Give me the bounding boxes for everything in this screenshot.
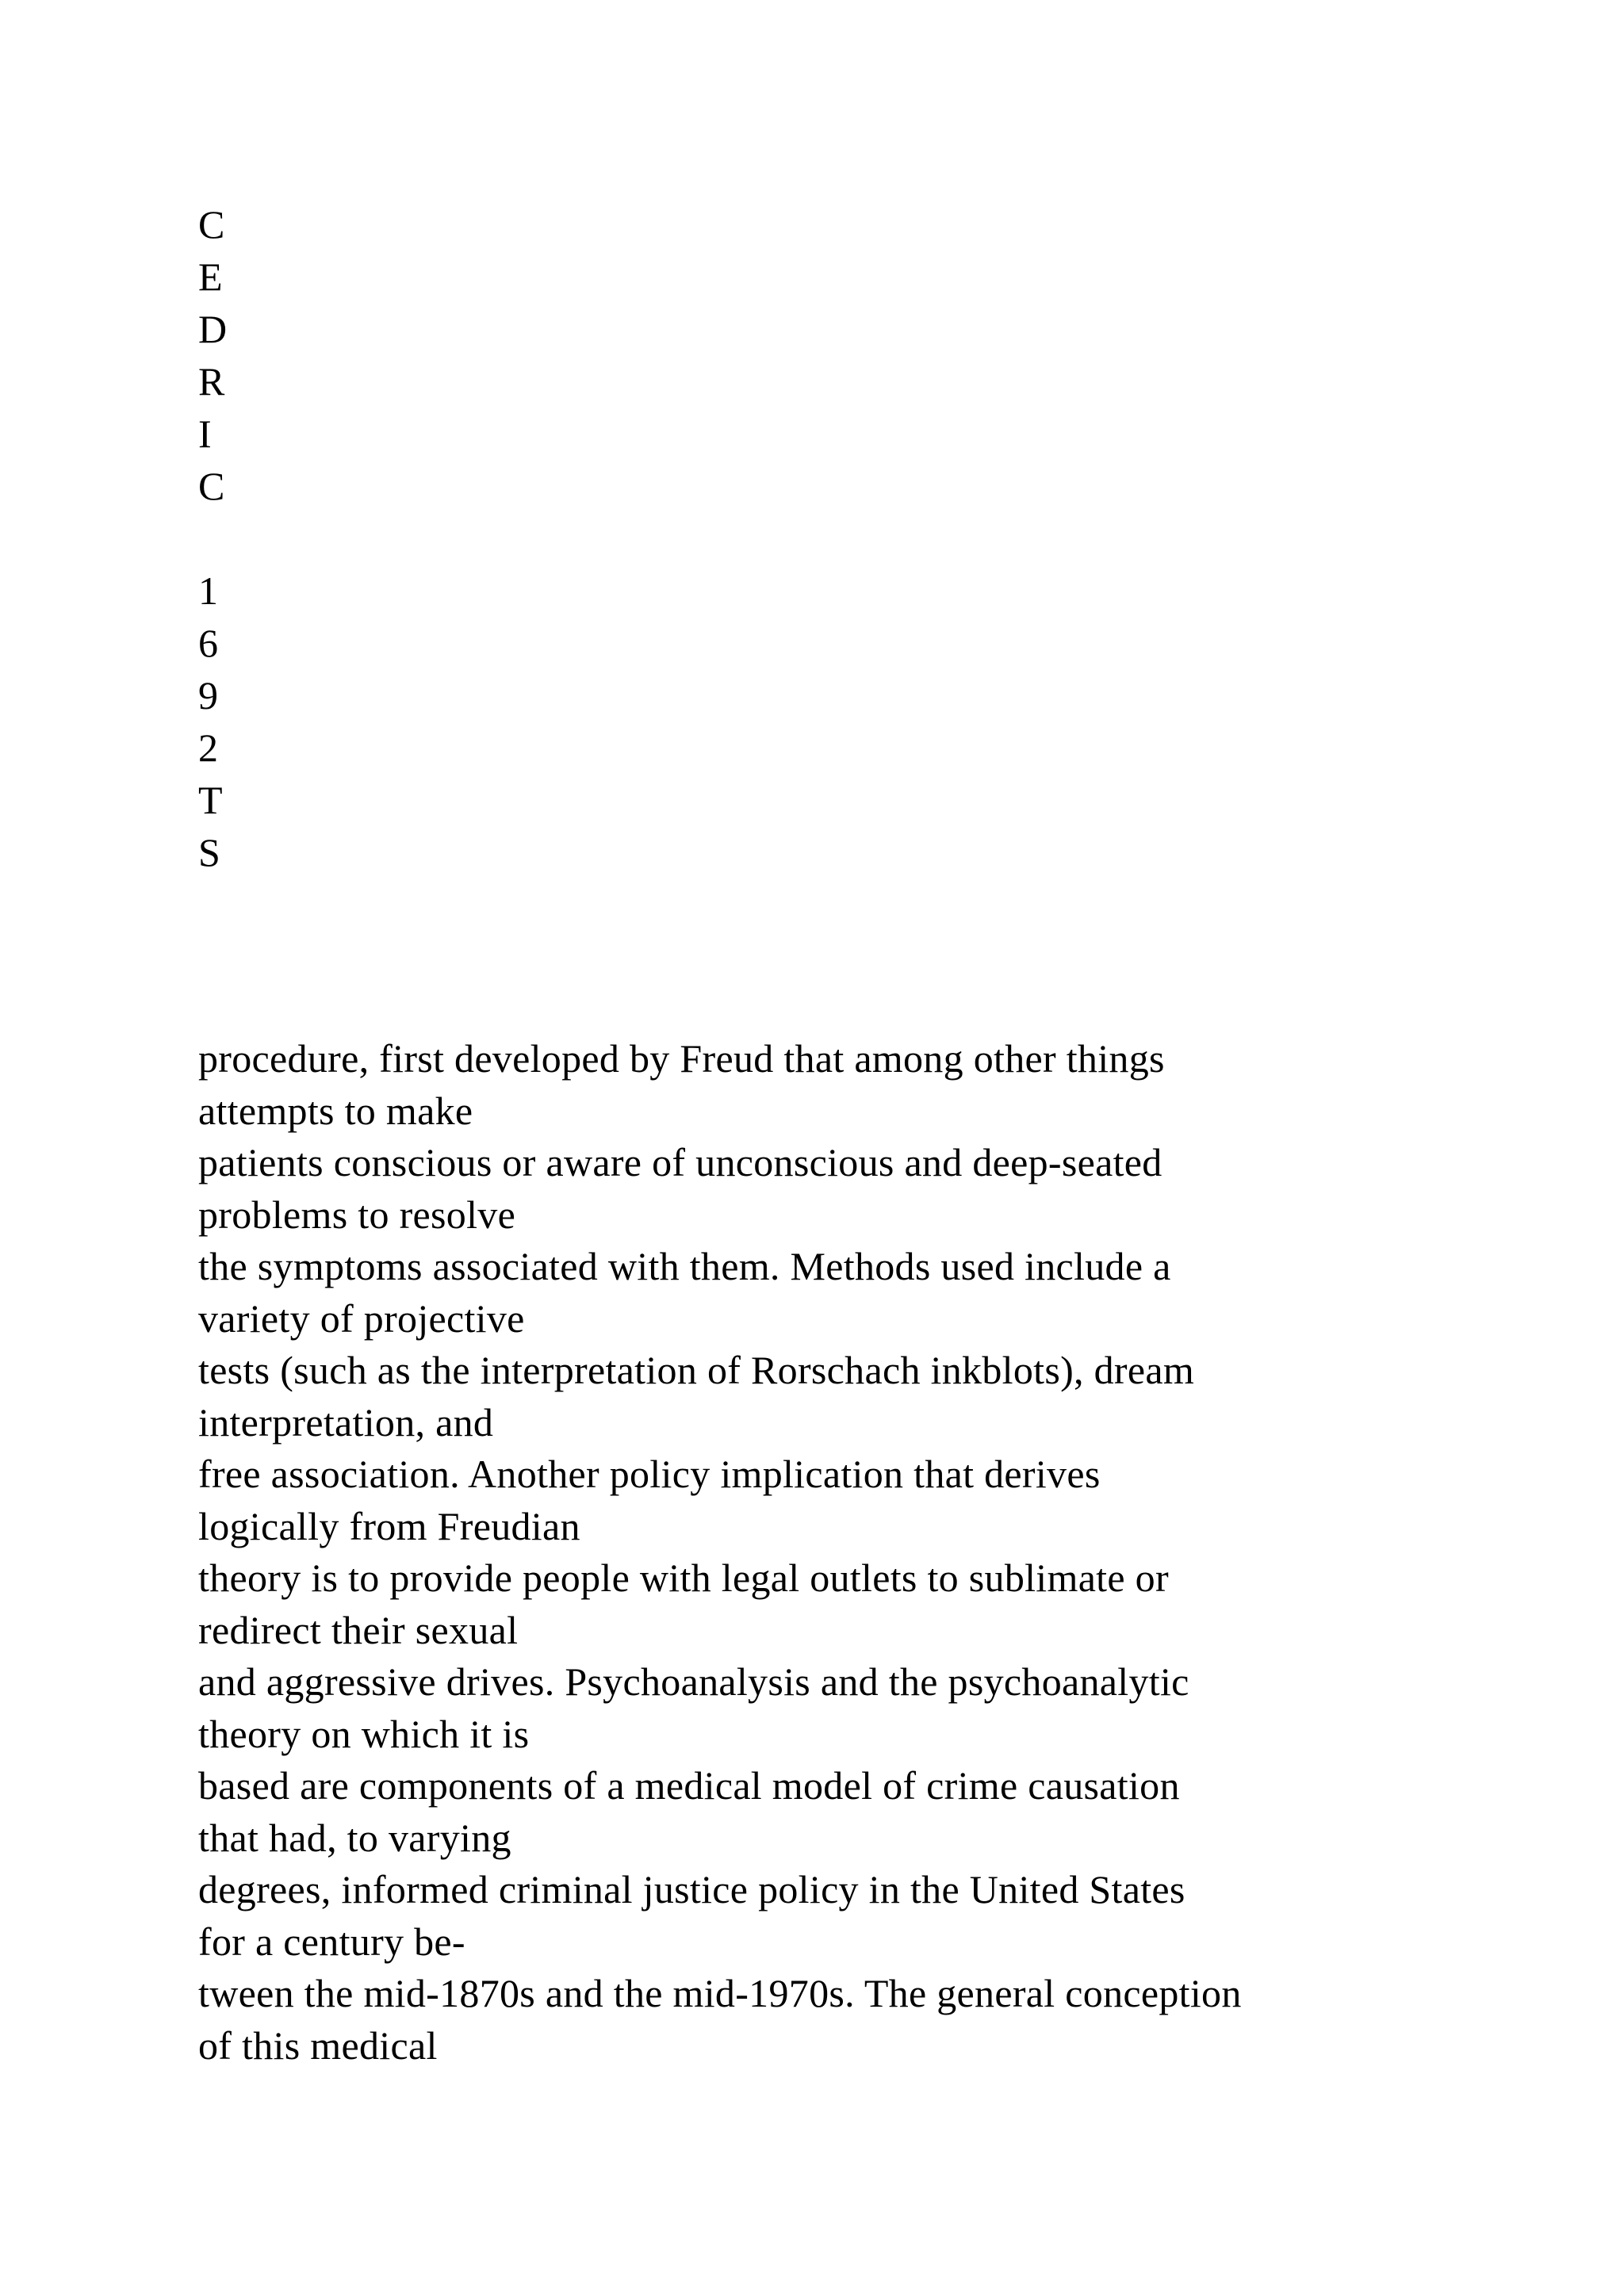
vertical-char: 6 xyxy=(198,621,218,665)
text-line: theory is to provide people with legal outlets to sublimate or xyxy=(198,1556,1169,1600)
vertical-char: T xyxy=(198,778,223,822)
text-line: degrees, informed criminal justice policy in the United States xyxy=(198,1867,1185,1911)
text-line: the symptoms associated with them. Methods used include a xyxy=(198,1244,1171,1288)
vertical-char: E xyxy=(198,254,223,299)
vertical-char: R xyxy=(198,359,225,404)
vertical-char: 2 xyxy=(198,725,218,770)
text-line: attempts to make xyxy=(198,1088,473,1133)
text-line: patients conscious or aware of unconscious and deep-seated xyxy=(198,1140,1162,1184)
vertical-letter-column xyxy=(198,198,293,878)
vertical-char: 9 xyxy=(198,673,218,718)
text-line: interpretation, and xyxy=(198,1399,494,1445)
vertical-char: C xyxy=(198,464,225,508)
text-line: redirect their sexual xyxy=(198,1607,519,1652)
vertical-char: C xyxy=(198,202,225,247)
text-line: for a century be- xyxy=(198,1919,465,1964)
vertical-char: D xyxy=(198,307,228,351)
text-line: tween the mid-1870s and the mid-1970s. The general conception xyxy=(198,1971,1242,2015)
vertical-char: 1 xyxy=(198,568,218,613)
text-line: procedure, first developed by Freud that among other things xyxy=(198,1036,1165,1081)
text-line: problems to resolve xyxy=(198,1192,516,1237)
text-line: that had, to varying xyxy=(198,1815,511,1860)
vertical-spacer xyxy=(198,512,293,564)
vertical-char: S xyxy=(198,830,220,874)
vertical-char: I xyxy=(198,411,212,456)
text-line: tests (such as the interpretation of Rorschach inkblots), dream xyxy=(198,1348,1195,1392)
text-line: variety of projective xyxy=(198,1295,525,1341)
text-line: logically from Freudian xyxy=(198,1503,580,1548)
text-line: theory on which it is xyxy=(198,1711,530,1756)
body-paragraph xyxy=(198,1033,1546,2072)
text-line: and aggressive drives. Psychoanalysis and the psychoanalytic xyxy=(198,1659,1189,1704)
text-line: of this medical xyxy=(198,2022,438,2068)
text-line: free association. Another policy implication that derives xyxy=(198,1452,1101,1496)
text-line: based are components of a medical model of crime causation xyxy=(198,1763,1180,1808)
